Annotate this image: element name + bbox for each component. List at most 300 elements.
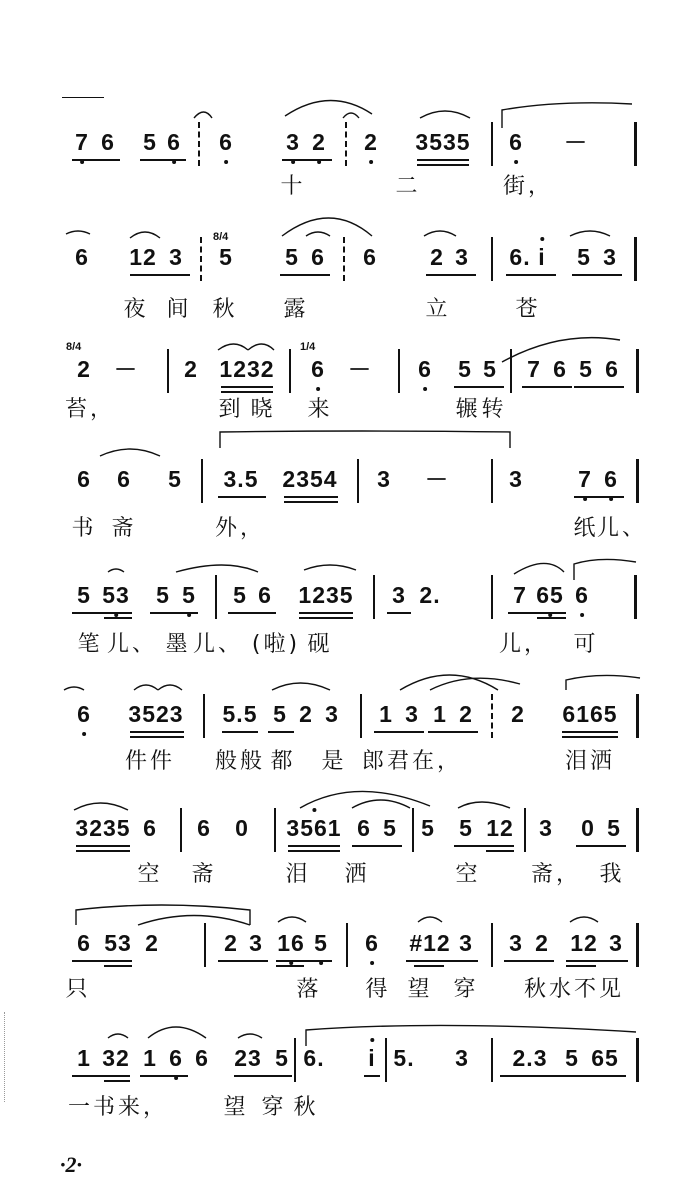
lyric-line-1 (0, 172, 687, 206)
note: 3535 (415, 129, 471, 155)
lyric: 立 (425, 297, 451, 322)
bar-line (510, 349, 512, 393)
note: 3 (455, 1045, 469, 1071)
note: 53 (102, 582, 130, 608)
beam (72, 612, 132, 614)
note: 5. (393, 1045, 415, 1071)
note: 5 (579, 356, 593, 382)
note: 3 (509, 930, 523, 956)
note: 6 (311, 244, 325, 270)
lyric: 斋， (530, 862, 582, 887)
slur (282, 218, 372, 236)
bar-line (294, 1038, 296, 1082)
tie (278, 917, 306, 922)
lyric-line-8 (0, 975, 687, 1009)
lyric: 夜 (123, 297, 149, 322)
beam (454, 386, 504, 388)
bar-line (385, 1038, 387, 1082)
tie (343, 113, 359, 118)
slur (74, 803, 128, 810)
note: 6 (77, 701, 91, 727)
beam (130, 731, 184, 733)
note: 2 (459, 701, 473, 727)
slur (300, 791, 430, 808)
lyric: 望 (223, 1095, 249, 1120)
lyric: 苔， (64, 397, 116, 422)
lyric: (啦) (251, 632, 301, 657)
note: 2 (224, 930, 238, 956)
slur (352, 800, 410, 808)
notation-line-1 (0, 128, 687, 178)
beat-line (343, 237, 345, 281)
note: 6 (605, 356, 619, 382)
beam (76, 850, 130, 852)
note: 2 (145, 930, 159, 956)
slur (514, 563, 564, 574)
note: 6 (357, 815, 371, 841)
beam (228, 612, 276, 614)
tie (570, 231, 610, 236)
note: 6 (77, 930, 91, 956)
time-signature: 8/4 (213, 231, 229, 243)
slur (148, 1027, 206, 1038)
lyric: 儿， (498, 632, 550, 657)
note: 3 (405, 701, 419, 727)
note: 6 (101, 129, 115, 155)
beam (506, 274, 556, 276)
note: 1 (433, 701, 447, 727)
slur (400, 675, 498, 690)
lyric: 秋 (212, 297, 238, 322)
note: 3 (169, 244, 183, 270)
note: 3 (455, 244, 469, 270)
lyric: 儿、 (192, 632, 244, 657)
note: 6 (167, 129, 181, 155)
bar-line (360, 694, 362, 738)
note: 2 (77, 356, 91, 382)
time-signature: 1/4 (300, 341, 316, 353)
lyric-line-2 (0, 295, 687, 329)
note: 23 (234, 1045, 262, 1071)
beam (140, 159, 186, 161)
notation-line-5 (0, 581, 687, 631)
note: 5 (421, 815, 435, 841)
beam (537, 617, 566, 619)
beat-line (491, 694, 493, 738)
lyric: 泪洒 (564, 749, 616, 774)
note: 16 (277, 930, 305, 956)
bar-line (412, 808, 414, 852)
note: 1 (77, 1045, 91, 1071)
beam (221, 386, 273, 388)
beam (299, 617, 353, 619)
beam (76, 845, 130, 847)
beam (104, 1080, 130, 1082)
beam (130, 274, 190, 276)
slur (574, 559, 636, 580)
tie (194, 112, 212, 118)
tie (424, 231, 456, 236)
note: 32 (102, 1045, 130, 1071)
time-signature: 8/4 (66, 341, 82, 353)
bar-line (491, 122, 493, 166)
bar-line (398, 349, 400, 393)
beat-line (200, 237, 202, 281)
lyric: 晓 (250, 397, 276, 422)
lyric: 儿、 (596, 516, 648, 541)
beam (234, 1075, 292, 1077)
note: 2 (364, 129, 378, 155)
tie (108, 569, 124, 572)
note: 6. (509, 244, 531, 270)
slur (420, 111, 470, 118)
lyric: 落 (296, 977, 322, 1002)
slur (66, 231, 90, 234)
note: 6. (303, 1045, 325, 1071)
bar-line (634, 575, 637, 619)
lyric: 般般 (214, 749, 266, 774)
bar-line (215, 575, 217, 619)
note: 7 (527, 356, 541, 382)
note: 1 (379, 701, 393, 727)
note: 5 (458, 356, 472, 382)
tie-fragment (62, 97, 104, 98)
beam (454, 845, 514, 847)
note: 7 (513, 582, 527, 608)
beam (72, 1075, 130, 1077)
bar-line (491, 237, 493, 281)
lyric: 墨 (165, 632, 191, 657)
tie (418, 917, 442, 922)
note: 3523 (128, 701, 184, 727)
note: 3.5 (223, 466, 259, 492)
beam (218, 960, 268, 962)
note: 5 (607, 815, 621, 841)
tie (158, 685, 182, 690)
beam (352, 845, 402, 847)
lyric: 望 (407, 977, 433, 1002)
note: #12 (409, 930, 451, 956)
lyric: 二 (395, 174, 421, 199)
beam (288, 845, 340, 847)
note: 3 (609, 930, 623, 956)
beam (284, 501, 338, 503)
beam (72, 960, 132, 962)
lyric: 到 (218, 397, 244, 422)
note: 3 (249, 930, 263, 956)
note: 2354 (282, 466, 338, 492)
bar-line (167, 349, 169, 393)
slur (176, 565, 258, 572)
lyric: 街， (502, 174, 554, 199)
lyric: 书 (71, 516, 97, 541)
note: i (538, 244, 546, 270)
bar-line (636, 808, 639, 852)
lyric: 儿、 (106, 632, 158, 657)
slur (306, 1025, 636, 1046)
tie (64, 687, 84, 690)
lyric: 泪 (285, 862, 311, 887)
note: 3 (509, 466, 523, 492)
note: 6 (169, 1045, 183, 1071)
bar-line (636, 1038, 639, 1082)
beam (218, 496, 266, 498)
note: 5 (565, 1045, 579, 1071)
notation-line-6 (0, 700, 687, 750)
bar-line (634, 237, 637, 281)
lyric-line-4 (0, 514, 687, 548)
beam (221, 391, 273, 393)
beam (104, 617, 132, 619)
slur (566, 675, 640, 690)
beat-line (345, 122, 347, 166)
tie (100, 449, 160, 456)
lyric: 十 (280, 174, 306, 199)
lyric: 一书来， (67, 1095, 169, 1120)
note: 6 (509, 129, 523, 155)
tie (570, 917, 598, 922)
beam (299, 612, 353, 614)
beam (576, 845, 626, 847)
note: 12 (129, 244, 157, 270)
note: 6 (143, 815, 157, 841)
beam (574, 386, 624, 388)
note: 0 (235, 815, 249, 841)
note: 2 (511, 701, 525, 727)
tie (304, 565, 356, 570)
lyric: 穿 (453, 977, 479, 1002)
note: 6165 (562, 701, 618, 727)
note: 2 (299, 701, 313, 727)
note: 2 (430, 244, 444, 270)
lyric: 秋 (293, 1095, 319, 1120)
note: 65 (591, 1045, 619, 1071)
note: 5 (285, 244, 299, 270)
scan-edge (4, 1012, 5, 1102)
note: 2 (535, 930, 549, 956)
beam (414, 965, 444, 967)
bar-line (636, 459, 639, 503)
slur (238, 1034, 262, 1038)
lyric: 露 (283, 297, 309, 322)
note: 5 (459, 815, 473, 841)
notation-line-8 (0, 929, 687, 979)
beam (417, 164, 469, 166)
beam (572, 274, 622, 276)
note: 5 (383, 815, 397, 841)
lyric-line-3 (0, 395, 687, 429)
tie (248, 344, 274, 350)
bar-line (491, 575, 493, 619)
note: i (368, 1045, 376, 1071)
beam (276, 960, 332, 962)
note: 3561 (286, 815, 342, 841)
lyric: 斋 (191, 862, 217, 887)
lyric-line-6 (0, 747, 687, 781)
notation-line-2 (0, 243, 687, 293)
beam (406, 960, 478, 962)
note: 5 (168, 466, 182, 492)
note: 2 (312, 129, 326, 155)
note: 5 (219, 244, 233, 270)
note: 1 (143, 1045, 157, 1071)
beam (522, 386, 572, 388)
beam (486, 850, 514, 852)
slur (430, 678, 520, 690)
note: 53 (104, 930, 132, 956)
lyric-line-5 (0, 630, 687, 664)
beat-line (198, 122, 200, 166)
note: 5 (233, 582, 247, 608)
note: 3 (459, 930, 473, 956)
lyric: 是 (321, 749, 347, 774)
lyric-line-7 (0, 860, 687, 894)
beam (222, 731, 258, 733)
slur (138, 916, 250, 926)
beam (504, 960, 554, 962)
note: 5 (577, 244, 591, 270)
beam (104, 965, 132, 967)
lyric: 辗 (455, 397, 481, 422)
lyric: 得 (365, 977, 391, 1002)
notation-line-9 (0, 1044, 687, 1094)
tie (134, 685, 158, 690)
note: 6 (219, 129, 233, 155)
beam (428, 731, 478, 733)
beam (566, 965, 596, 967)
lyric: 都 (270, 749, 296, 774)
note: 5 (77, 582, 91, 608)
beam (574, 496, 624, 498)
note: 6 (363, 244, 377, 270)
tie (458, 802, 510, 808)
note: － (564, 129, 588, 155)
note: 3 (539, 815, 553, 841)
note: － (425, 466, 449, 492)
note: － (348, 356, 372, 382)
lyric: 斋 (111, 516, 137, 541)
beam (280, 274, 330, 276)
bar-line (203, 694, 205, 738)
beam (500, 1075, 626, 1077)
bar-line (274, 808, 276, 852)
note: 0 (581, 815, 595, 841)
beam (72, 159, 120, 161)
lyric: 秋水不见 (523, 977, 625, 1002)
bar-line (524, 808, 526, 852)
slur (502, 103, 632, 128)
beam (562, 731, 618, 733)
note: 6 (75, 244, 89, 270)
note: 3 (286, 129, 300, 155)
lyric: 来 (307, 397, 333, 422)
note: 12 (486, 815, 514, 841)
note: 6 (117, 466, 131, 492)
beam (140, 1075, 188, 1077)
slur (76, 905, 250, 925)
note: 6 (553, 356, 567, 382)
beam (417, 159, 469, 161)
note: 6 (195, 1045, 209, 1071)
beam (508, 612, 566, 614)
beam (374, 731, 424, 733)
lyric: 砚 (307, 632, 333, 657)
note: 12 (570, 930, 598, 956)
note: 6 (365, 930, 379, 956)
note: 6 (197, 815, 211, 841)
slur (285, 100, 372, 116)
note: 6 (77, 466, 91, 492)
note: 65 (536, 582, 564, 608)
tie (108, 1034, 128, 1038)
note: 5 (273, 701, 287, 727)
beam (284, 496, 338, 498)
bar-line (491, 1038, 493, 1082)
bar-line (491, 923, 493, 967)
lyric: 可 (573, 632, 599, 657)
lyric: 穿 (261, 1095, 287, 1120)
lyric: 郎君在， (361, 749, 463, 774)
note: 1235 (298, 582, 354, 608)
lyric: 笔 (77, 632, 103, 657)
lyric: 苍 (515, 297, 541, 322)
bar-line (491, 459, 493, 503)
beam (566, 960, 628, 962)
note: 7 (578, 466, 592, 492)
tie (218, 344, 248, 350)
bar-line (636, 349, 639, 393)
lyric: 洒 (344, 862, 370, 887)
bar-line (204, 923, 206, 967)
page-number: ·2· (60, 1152, 82, 1177)
note: 5 (156, 582, 170, 608)
note: 2.3 (512, 1045, 548, 1071)
lyric-line-9 (0, 1093, 687, 1127)
note: － (114, 356, 138, 382)
lyric: 外， (214, 516, 266, 541)
bar-line (289, 349, 291, 393)
lyric: 空 (137, 862, 163, 887)
beam (562, 736, 618, 738)
beam (268, 731, 294, 733)
bar-line (357, 459, 359, 503)
note: 2. (419, 582, 441, 608)
notation-line-7 (0, 814, 687, 864)
bar-line (373, 575, 375, 619)
lyric: 空 (455, 862, 481, 887)
lyric: 间 (166, 297, 192, 322)
note: 5 (483, 356, 497, 382)
note: 6 (418, 356, 432, 382)
note: 3 (377, 466, 391, 492)
lyric: 转 (481, 397, 507, 422)
bar-line (634, 122, 637, 166)
note: 6 (575, 582, 589, 608)
slur (272, 683, 330, 690)
beam (288, 850, 340, 852)
lyric: 件件 (124, 749, 176, 774)
note: 5 (182, 582, 196, 608)
note: 6 (604, 466, 618, 492)
slur (220, 431, 510, 448)
note: 1232 (219, 356, 275, 382)
bar-line (201, 459, 203, 503)
note: 5 (314, 930, 328, 956)
note: 6 (311, 356, 325, 382)
note: 3235 (75, 815, 131, 841)
tie (306, 232, 330, 236)
lyric: 只 (65, 977, 91, 1002)
